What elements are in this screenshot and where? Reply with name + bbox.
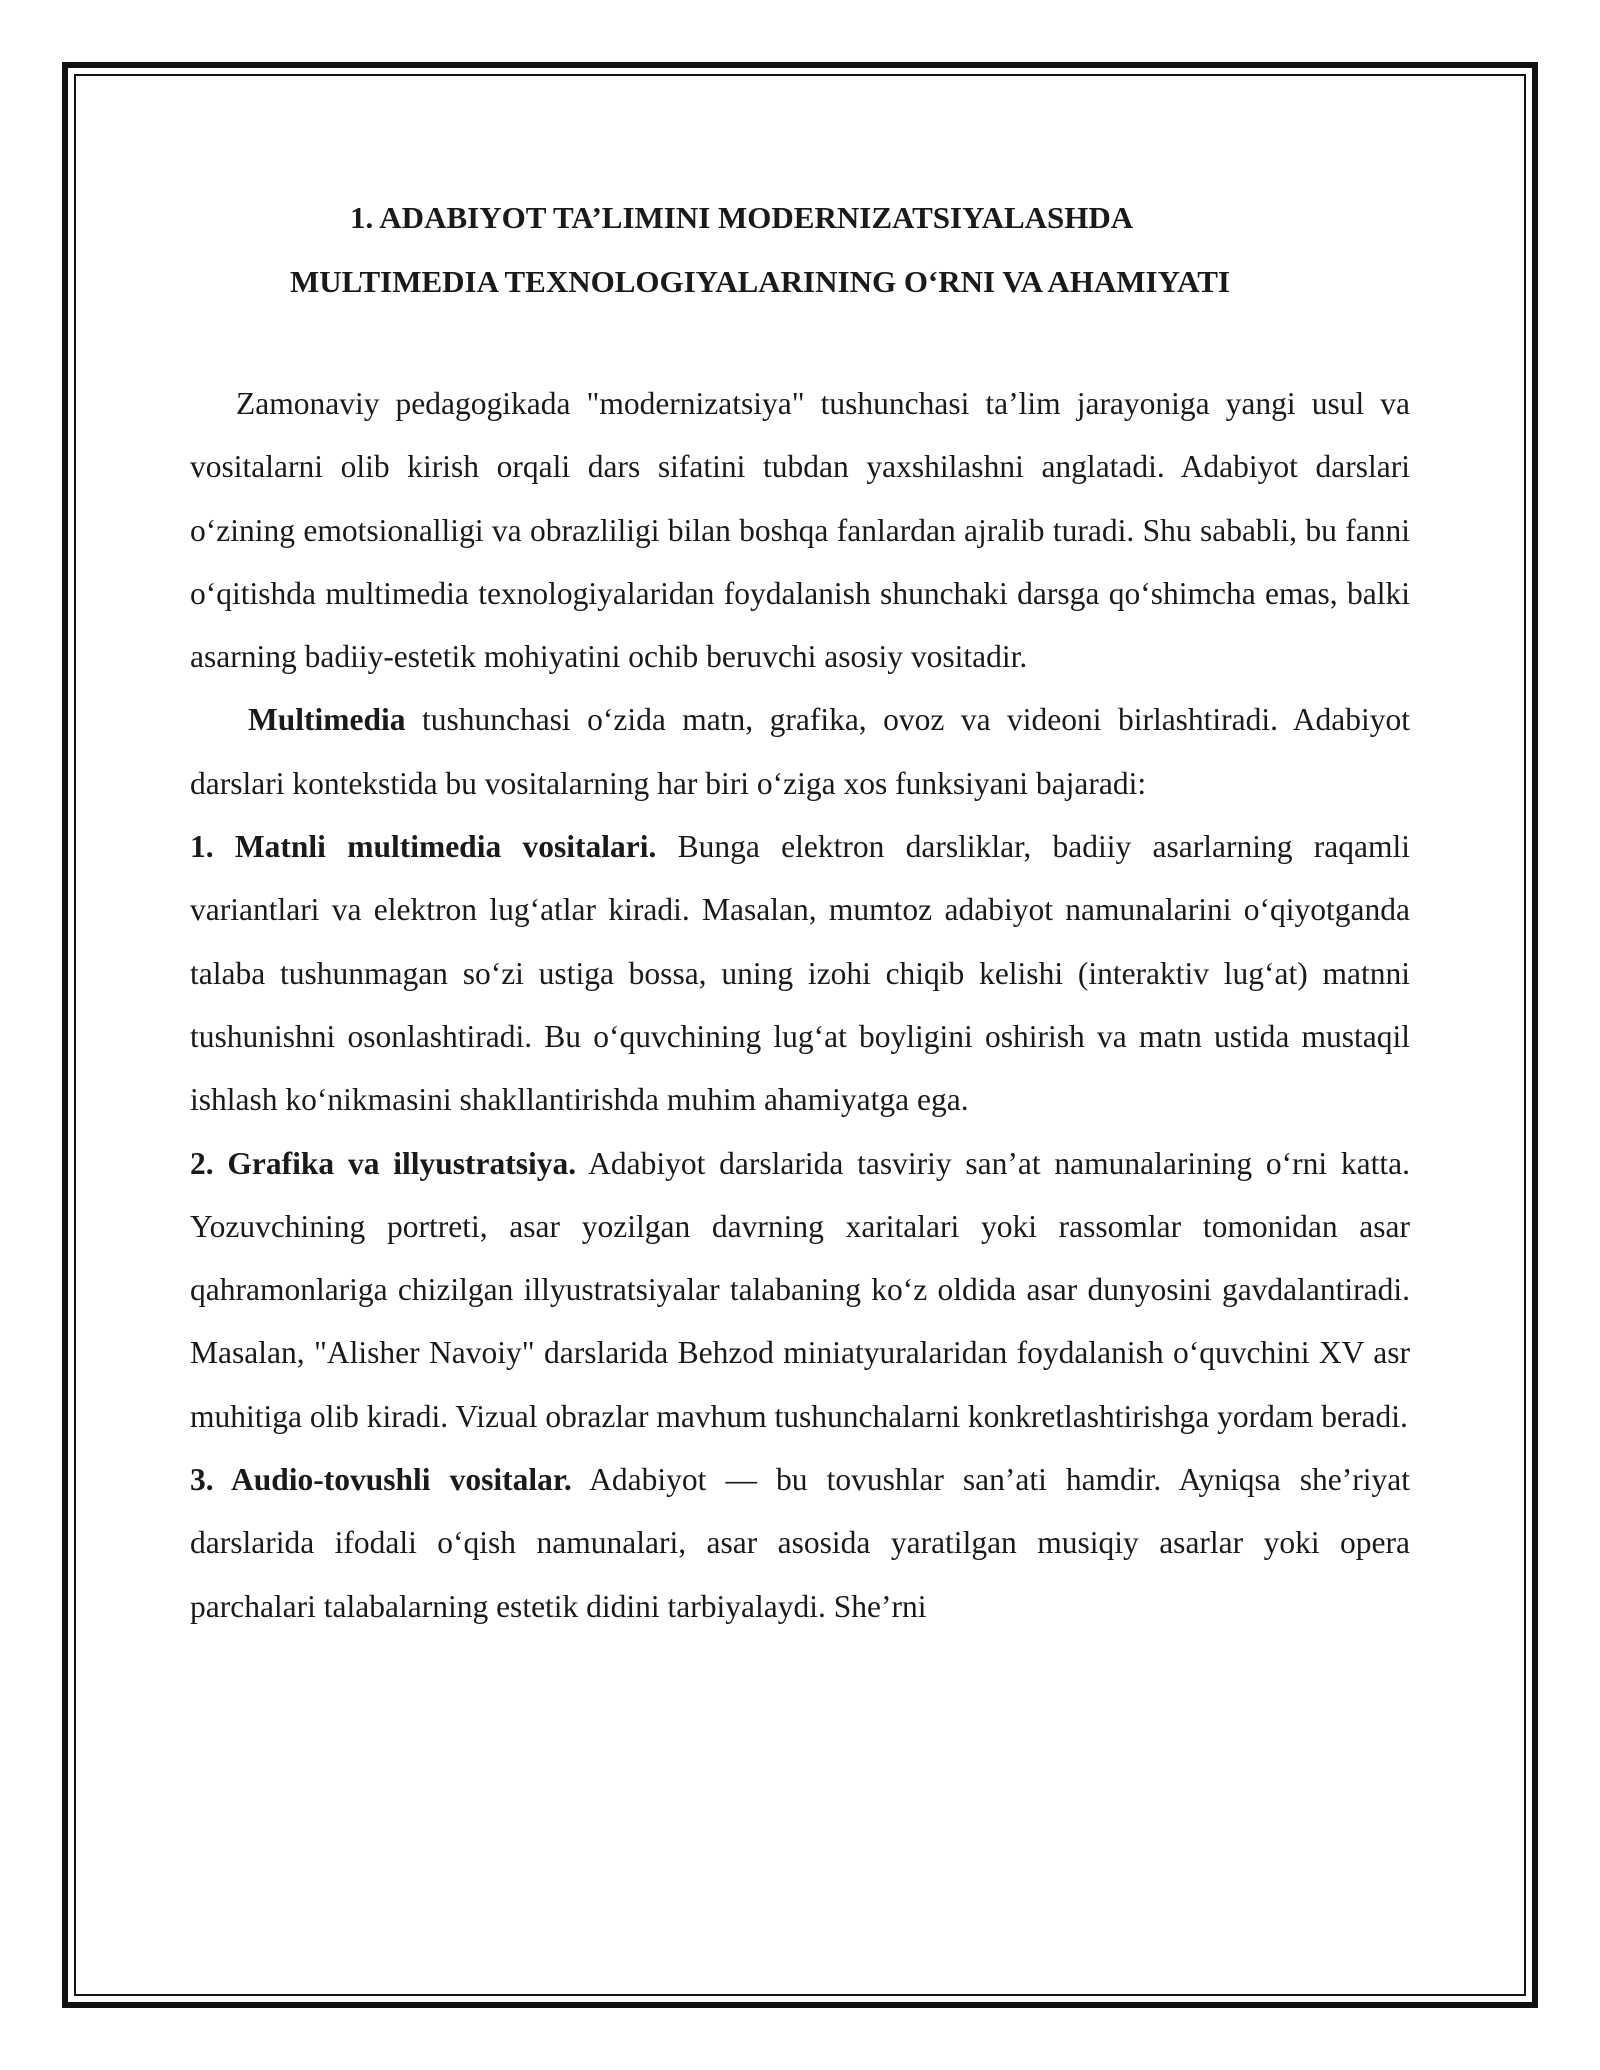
paragraph-audio — [190, 1448, 1410, 1638]
paragraph-lead-term: 2. Grafika va illyustratsiya. — [190, 1145, 577, 1181]
section-title-line-1: 1. ADABIYOT TA’LIMINI MODERNIZATSIYALASHDA — [350, 200, 1134, 235]
paragraph-lead-term: 3. Audio-tovushli vositalar. — [190, 1462, 572, 1498]
paragraph-body-text: Adabiyot — bu tovushlar san’ati hamdir. Ayniqsa she’riyat darslarida ifodali o‘qish namunalari, asar asosida yaratilgan musiqiy asarlar yoki opera parchalari talabalarning estetik didini tarbiyalaydi. She’rni — [190, 1462, 1410, 1624]
paragraph-lead-term: 1. Matnli multimedia vositalari. — [190, 829, 657, 865]
paragraph-intro: Zamonaviy pedagogikada "modernizatsiya" tushunchasi ta’lim jarayoniga yangi usul va vositalarni olib kirish orqali dars sifatini tubdan yaxshilashni anglatadi. Adabiyot darslari o‘zining emotsionalligi va obrazliligi bilan boshqa fanlardan ajralib turadi. Shu sababli, bu fanni o‘qitishda multimedia texnologiyalaridan foydalanish shunchaki darsga qo‘shimcha emas, balki asarning badiiy-estetik mohiyatini ochib beruvchi asosiy vositadir. — [190, 386, 1410, 675]
paragraph-graphics — [190, 1132, 1410, 1448]
paragraph-body-text: Adabiyot darslarida tasviriy san’at namunalarining o‘rni katta. Yozuvchining portreti, asar yozilgan davrning xaritalari yoki rassomlar tomonidan asar qahramonlariga chizilgan illyustratsiyalar talabaning ko‘z oldida asar dunyosini gavdalantiradi. Masalan, "Alisher Navoiy" darslarida Behzod miniatyuralaridan foydalanish o‘quvchini XV asr muhitiga olib kiradi. Vizual obrazlar mavhum tushunchalarni konkretlashtirishga yordam beradi. — [190, 1145, 1411, 1434]
paragraph-lead-term: Multimedia — [248, 702, 406, 738]
document-content — [190, 186, 1410, 1638]
paragraph-body-text: tushunchasi o‘zida matn, grafika, ovoz va videoni birlashtiradi. Adabiyot darslari kontekstida bu vositalarning har biri o‘ziga xos funksiyani bajaradi: — [190, 702, 1410, 801]
section-title — [190, 186, 1410, 314]
paragraph-multimedia-definition — [190, 688, 1410, 815]
section-title-line-2: MULTIMEDIA TEXNOLOGIYALARINING O‘RNI VA AHAMIYATI — [290, 264, 1230, 299]
document-body — [190, 372, 1410, 1638]
paragraph-text-media — [190, 815, 1410, 1131]
paragraph-body-text: Bunga elektron darsliklar, badiiy asarlarning raqamli variantlari va elektron lug‘atlar kiradi. Masalan, mumtoz adabiyot namunalarini o‘qiyotganda talaba tushunmagan so‘zi ustiga bossa, uning izohi chiqib kelishi (interaktiv lug‘at) matnni tushunishni osonlashtiradi. Bu o‘quvchining lug‘at boyligini oshirish va matn ustida mustaqil ishlash ko‘nikmasini shakllantirishda muhim ahamiyatga ega. — [190, 829, 1410, 1118]
